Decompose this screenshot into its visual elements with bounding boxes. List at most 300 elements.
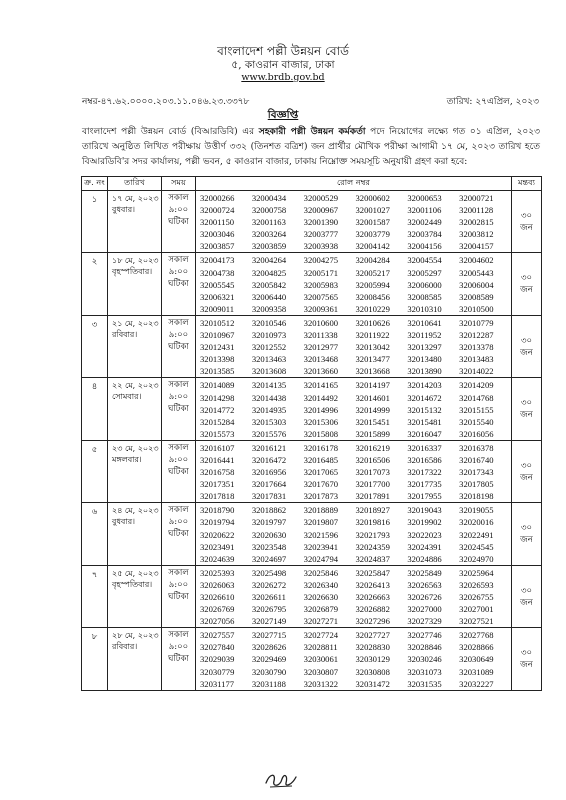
roll-number: 32015540 <box>459 416 494 427</box>
roll-number: 32012552 <box>251 342 287 353</box>
time-cell <box>162 378 196 440</box>
header-date: তারিখ <box>108 177 162 191</box>
time-period: সকাল <box>168 630 189 641</box>
serial-cell <box>82 378 108 440</box>
roll-number: 32006440 <box>251 291 287 302</box>
header-serial: ক্র. নং <box>82 177 108 191</box>
roll-number: 32013468 <box>303 354 339 365</box>
interview-date: ১৭ মে, ২০২৩ <box>112 194 159 203</box>
roll-number: 32030779 <box>200 666 235 677</box>
roll-number: 32031177 <box>200 678 235 689</box>
interview-date: ২৩ মে, ২০২৩ <box>112 443 159 453</box>
time-suffix: ঘটিকা <box>168 404 189 415</box>
letterhead <box>0 44 566 84</box>
roll-number: 32019055 <box>459 505 494 516</box>
roll-number: 32028866 <box>459 642 494 653</box>
organization-name: বাংলাদেশ পল্লী উন্নয়ন বোর্ড <box>217 44 349 58</box>
roll-number: 32010546 <box>251 317 287 328</box>
candidate-unit: জন <box>520 472 533 483</box>
roll-number: 32005217 <box>355 267 390 278</box>
roll-number: 32026630 <box>303 592 339 602</box>
time-period: সকাল <box>168 505 189 516</box>
time-clock: ৯:০০ <box>168 642 189 653</box>
roll-number: 32031322 <box>303 678 339 689</box>
roll-number: 32024837 <box>355 553 390 564</box>
time-cell <box>162 628 196 690</box>
roll-number: 32026563 <box>407 579 442 590</box>
time-cell <box>162 315 196 377</box>
table-row <box>82 191 542 253</box>
roll-number: 32030129 <box>355 654 390 665</box>
interview-date: ১৮ মে, ২০২৩ <box>112 256 159 266</box>
roll-number: 32023491 <box>200 541 235 552</box>
roll-number: 32026755 <box>459 592 494 602</box>
time-clock: ৯:০০ <box>168 329 189 340</box>
roll-number: 32014438 <box>251 392 287 403</box>
interview-date: ২৮ মে, ২০২৩ <box>112 631 159 641</box>
roll-number: 32010310 <box>407 303 442 314</box>
roll-number: 32010512 <box>200 317 235 328</box>
roll-number: 32000266 <box>200 193 235 203</box>
memo-date: তারিখ: ২৭এপ্রিল, ২০২৩ <box>446 97 539 107</box>
roll-number: 32004825 <box>251 267 287 278</box>
interview-day: বুধবার। <box>112 205 135 214</box>
roll-number: 32013660 <box>303 366 339 377</box>
roll-number: 32022491 <box>459 529 494 540</box>
roll-number: 32000724 <box>200 205 235 216</box>
roll-number: 32019797 <box>251 517 287 528</box>
time-clock: ৯:০০ <box>168 579 189 590</box>
roll-number: 32017700 <box>355 479 390 490</box>
roll-number: 32003857 <box>200 241 235 252</box>
time-suffix: ঘটিকা <box>168 341 189 352</box>
roll-number: 32011922 <box>355 330 390 341</box>
roll-number: 32016378 <box>459 442 494 453</box>
roll-cell <box>196 253 512 315</box>
roll-number: 32019902 <box>407 517 442 528</box>
roll-number: 32019043 <box>407 505 442 516</box>
roll-number: 32013378 <box>459 342 494 353</box>
roll-number: 32005443 <box>459 267 494 278</box>
roll-number: 32004275 <box>303 255 339 266</box>
roll-number: 32027271 <box>303 616 339 627</box>
roll-number: 32021793 <box>355 529 390 540</box>
date-cell <box>108 378 162 440</box>
roll-number: 32014996 <box>303 404 339 415</box>
serial-number: ১ <box>91 195 98 205</box>
roll-number: 32007565 <box>303 291 339 302</box>
time-suffix: ঘটিকা <box>168 466 189 477</box>
roll-number: 32013463 <box>251 354 287 365</box>
roll-number: 32000653 <box>407 193 442 203</box>
serial-cell <box>82 503 108 565</box>
header-roll: রোল নম্বর <box>196 177 512 191</box>
remarks-cell <box>512 253 542 315</box>
time-period: সকাল <box>168 255 189 266</box>
roll-number: 32020016 <box>459 517 494 528</box>
roll-number: 32005842 <box>251 279 287 290</box>
roll-number: 32017805 <box>459 479 494 490</box>
candidate-count: ৩০ <box>520 523 533 534</box>
roll-number: 32017955 <box>407 491 442 502</box>
candidate-count: ৩০ <box>520 398 533 409</box>
date-cell <box>108 503 162 565</box>
roll-number: 32006321 <box>200 291 235 302</box>
remarks-cell <box>512 503 542 565</box>
roll-number: 32017351 <box>200 479 235 490</box>
roll-number: 32017073 <box>355 467 390 478</box>
website-link[interactable]: www.brdb.gov.bd <box>241 72 325 83</box>
roll-number: 32026413 <box>355 579 390 590</box>
roll-number: 32014209 <box>459 380 494 391</box>
roll-number: 32013483 <box>459 354 494 365</box>
time-clock: ৯:০০ <box>168 205 189 215</box>
roll-number: 32027724 <box>303 630 339 641</box>
date-cell <box>108 628 162 690</box>
roll-number: 32030790 <box>251 666 287 677</box>
interview-date: ২১ মে, ২০২৩ <box>112 318 159 328</box>
roll-number: 32006004 <box>459 279 494 290</box>
roll-number: 32021596 <box>303 529 339 540</box>
roll-number: 32018889 <box>303 505 339 516</box>
roll-number: 32029039 <box>200 654 235 665</box>
roll-number: 32013297 <box>407 342 442 353</box>
roll-number: 32013585 <box>200 366 235 377</box>
table-row <box>82 565 542 627</box>
roll-number: 32027727 <box>355 630 390 641</box>
notice-body: বাংলাদেশ পল্লী উন্নয়ন বোর্ড (বিআরডিবি) এর সহকারী পল্লী উন্নয়ন কর্মকর্তা পদে নিয়োগের লক্ষ্যে গত ০১ এপ্রিল, ২০২৩ তারিখে অনুষ্ঠিত লিখিত পরীক্ষায় উত্তীর্ণ ৩৩২ (তিনশত বত্রিশ) জন প্রার্থীর মৌখিক পরীক্ষা আগামী ১৭ মে, ২০২৩ তারিখ হতে বিআরডিবি'র সদর কার্যালয়, পল্লী ভবন, ৫ কাওরান বাজার, ঢাকায় নিম্নোক্ত সময়সূচি অনুযায়ী গ্রহণ করা হবে: <box>82 127 540 167</box>
roll-number: 32030807 <box>303 666 339 677</box>
roll-number-grid <box>200 317 511 377</box>
remarks-cell <box>512 378 542 440</box>
time-cell <box>162 253 196 315</box>
roll-number: 32010973 <box>251 330 287 341</box>
roll-number: 32026063 <box>200 579 235 590</box>
roll-number: 32013890 <box>407 366 442 377</box>
roll-number: 32010229 <box>355 303 390 314</box>
roll-number: 32014772 <box>200 404 235 415</box>
time-period: সকাল <box>168 380 189 391</box>
roll-number: 32013668 <box>355 366 390 377</box>
time-cell <box>162 440 196 502</box>
signature-mark <box>262 769 302 791</box>
roll-number: 32024886 <box>407 553 442 564</box>
roll-number: 32015132 <box>407 404 442 415</box>
roll-number: 32026610 <box>200 592 235 602</box>
interview-date: ২৪ মে, ২০২৩ <box>112 506 159 516</box>
roll-number: 32004142 <box>355 241 390 252</box>
candidate-unit: জন <box>520 660 533 671</box>
roll-number: 32017891 <box>355 491 390 502</box>
roll-cell <box>196 440 512 502</box>
table-row <box>82 253 542 315</box>
roll-number: 32026882 <box>355 604 390 615</box>
remarks-cell <box>512 565 542 627</box>
roll-number: 32012977 <box>303 342 339 353</box>
roll-number-grid <box>200 442 511 502</box>
roll-number: 32004173 <box>200 255 235 266</box>
roll-number: 32024794 <box>303 553 339 564</box>
time-clock: ৯:০০ <box>168 454 189 465</box>
roll-number: 32017322 <box>407 467 442 478</box>
roll-number: 32017343 <box>459 467 494 478</box>
roll-cell <box>196 565 512 627</box>
roll-number: 32004156 <box>407 241 442 252</box>
roll-number: 32027000 <box>407 604 442 615</box>
roll-number: 32030808 <box>355 666 390 677</box>
roll-number: 32015576 <box>251 428 287 439</box>
memo-number: নম্বর-৪৭.৬২.০০০০.২০৩.১১.০৪৬.২৩.৩৩৭৮ <box>82 97 250 107</box>
roll-number-grid <box>200 567 511 627</box>
date-cell <box>108 315 162 377</box>
roll-number: 32000758 <box>251 205 287 216</box>
roll-number: 32013608 <box>251 366 287 377</box>
remarks-cell <box>512 440 542 502</box>
roll-number: 32024359 <box>355 541 390 552</box>
roll-number: 32017831 <box>251 491 287 502</box>
roll-number: 32004157 <box>459 241 494 252</box>
candidate-unit: জন <box>520 347 533 358</box>
roll-number: 32004602 <box>459 255 494 266</box>
roll-number: 32008589 <box>459 291 494 302</box>
interview-day: বৃহস্পতিবার। <box>112 267 153 277</box>
time-period: সকাল <box>168 567 189 578</box>
roll-number: 32031472 <box>355 678 390 689</box>
roll-number: 32000434 <box>251 193 287 203</box>
roll-number: 32000967 <box>303 205 339 216</box>
remarks-cell <box>512 628 542 690</box>
roll-number: 32023941 <box>303 541 339 552</box>
roll-number: 32016758 <box>200 467 235 478</box>
time-suffix: ঘটিকা <box>168 654 189 665</box>
candidate-unit: জন <box>520 535 533 546</box>
roll-number: 32016107 <box>200 442 235 453</box>
roll-number: 32014492 <box>303 392 339 403</box>
roll-number: 32032227 <box>459 678 494 689</box>
roll-number: 32010626 <box>355 317 390 328</box>
interview-day: বৃহস্পতিবার। <box>112 579 153 589</box>
header-time: সময় <box>162 177 196 191</box>
time-clock: ৯:০০ <box>168 392 189 403</box>
roll-number: 32028626 <box>251 642 287 653</box>
roll-number: 32014197 <box>355 380 390 391</box>
roll-number: 32026769 <box>200 604 235 615</box>
roll-number: 32018790 <box>200 505 235 516</box>
roll-number: 32027840 <box>200 642 235 653</box>
roll-number: 32027296 <box>355 616 390 627</box>
roll-number: 32014601 <box>355 392 390 403</box>
roll-number: 32016956 <box>251 467 287 478</box>
roll-number: 32014089 <box>200 380 235 391</box>
roll-number: 32026340 <box>303 579 339 590</box>
time-period: সকাল <box>168 317 189 328</box>
remarks-cell <box>512 191 542 253</box>
roll-number: 32009361 <box>303 303 339 314</box>
roll-number: 32014672 <box>407 392 442 403</box>
serial-number: ৫ <box>91 444 98 455</box>
roll-number: 32003777 <box>303 229 339 240</box>
roll-number: 32019816 <box>355 517 390 528</box>
time-clock: ৯:০০ <box>168 267 189 278</box>
roll-number: 32015451 <box>355 416 390 427</box>
roll-number: 32013398 <box>200 354 235 365</box>
roll-number: 32026272 <box>251 579 287 590</box>
roll-number: 32003859 <box>251 241 287 252</box>
table-row <box>82 315 542 377</box>
roll-number: 32022023 <box>407 529 442 540</box>
roll-number: 32026795 <box>251 604 287 615</box>
interview-day: মঙ্গলবার। <box>112 454 142 464</box>
roll-number: 32004554 <box>407 255 442 266</box>
time-suffix: ঘটিকা <box>168 217 189 227</box>
candidate-unit: জন <box>520 222 533 233</box>
roll-number: 32016121 <box>251 442 287 453</box>
roll-number: 32016219 <box>355 442 390 453</box>
roll-number: 32013480 <box>407 354 442 365</box>
roll-number: 32005297 <box>407 267 442 278</box>
time-cell <box>162 191 196 253</box>
roll-number: 32010500 <box>459 303 494 314</box>
date-cell <box>108 565 162 627</box>
roll-number: 32027521 <box>459 616 494 627</box>
roll-number: 32015808 <box>303 428 339 439</box>
roll-number: 32004264 <box>251 255 287 266</box>
roll-number: 32017735 <box>407 479 442 490</box>
roll-number: 32024391 <box>407 541 442 552</box>
roll-number: 32016056 <box>459 428 494 439</box>
roll-number: 32006000 <box>407 279 442 290</box>
date-cell <box>108 440 162 502</box>
roll-number: 32026593 <box>459 579 494 590</box>
roll-number: 32000721 <box>459 193 494 203</box>
serial-number: ৭ <box>91 569 98 580</box>
roll-number: 32019794 <box>200 517 235 528</box>
roll-number: 32026663 <box>355 592 390 602</box>
roll-number: 32018927 <box>355 505 390 516</box>
roll-number: 32024697 <box>251 553 287 564</box>
roll-number: 32016586 <box>407 454 442 465</box>
roll-number: 32001163 <box>251 217 286 228</box>
roll-number: 32016472 <box>251 454 287 465</box>
roll-number: 32013477 <box>355 354 390 365</box>
remarks-cell <box>512 315 542 377</box>
roll-number: 32015284 <box>200 416 235 427</box>
candidate-unit: জন <box>520 285 533 296</box>
roll-number: 32027715 <box>251 630 287 641</box>
roll-number: 32020622 <box>200 529 235 540</box>
roll-number: 32004284 <box>355 255 390 266</box>
roll-number: 32025849 <box>407 567 442 578</box>
time-suffix: ঘটিকা <box>168 591 189 602</box>
roll-number: 32000602 <box>355 193 390 203</box>
roll-number: 32014135 <box>251 380 287 391</box>
serial-cell <box>82 565 108 627</box>
candidate-count: ৩০ <box>520 585 533 596</box>
roll-number: 32031073 <box>407 666 442 677</box>
time-suffix: ঘটিকা <box>168 529 189 540</box>
time-period: সকাল <box>168 193 189 203</box>
roll-number: 32026726 <box>407 592 442 602</box>
roll-number: 32027329 <box>407 616 442 627</box>
roll-number: 32010967 <box>200 330 235 341</box>
roll-number: 32003779 <box>355 229 390 240</box>
roll-number: 32001150 <box>200 217 235 228</box>
time-period: সকাল <box>168 442 189 453</box>
date-cell <box>108 253 162 315</box>
header-remarks: মন্তব্য <box>512 177 542 191</box>
roll-number: 32014768 <box>459 392 494 403</box>
roll-number: 32030061 <box>303 654 339 665</box>
roll-number: 32017670 <box>303 479 339 490</box>
roll-number: 32024545 <box>459 541 494 552</box>
roll-number: 32001128 <box>459 205 494 216</box>
serial-number: ২ <box>91 257 98 268</box>
roll-number: 32027768 <box>459 630 494 641</box>
roll-number: 32002449 <box>407 217 442 228</box>
roll-number: 32016047 <box>407 428 442 439</box>
roll-cell <box>196 628 512 690</box>
candidate-unit: জন <box>520 410 533 421</box>
roll-number: 32012431 <box>200 342 235 353</box>
roll-number: 32004738 <box>200 267 235 278</box>
interview-schedule-table <box>81 176 542 691</box>
table-header-row <box>82 177 542 191</box>
roll-number: 32014935 <box>251 404 287 415</box>
roll-number: 32010779 <box>459 317 494 328</box>
roll-number: 32003812 <box>459 229 494 240</box>
interview-day: রবিবার। <box>112 329 138 339</box>
roll-number: 32027056 <box>200 616 235 627</box>
roll-number: 32009358 <box>251 303 287 314</box>
serial-cell <box>82 191 108 253</box>
roll-number: 32030246 <box>407 654 442 665</box>
candidate-count: ৩০ <box>520 335 533 346</box>
roll-number: 32012287 <box>459 330 494 341</box>
roll-number: 32015303 <box>251 416 287 427</box>
roll-number-grid <box>200 504 511 564</box>
roll-number: 32024639 <box>200 553 235 564</box>
organization-address: ৫, কাওরান বাজার, ঢাকা <box>231 59 335 71</box>
roll-number: 32003784 <box>407 229 442 240</box>
roll-cell <box>196 191 512 253</box>
roll-number: 32015481 <box>407 416 442 427</box>
roll-number: 32016178 <box>303 442 339 453</box>
serial-number: ৬ <box>91 507 98 518</box>
roll-cell <box>196 503 512 565</box>
serial-cell <box>82 315 108 377</box>
roll-number: 32028846 <box>407 642 442 653</box>
roll-number: 32018862 <box>251 505 287 516</box>
serial-number: ৪ <box>91 382 98 393</box>
roll-number: 32029469 <box>251 654 287 665</box>
interview-day: রবিবার। <box>112 642 138 652</box>
interview-day: সোমবার। <box>112 392 142 402</box>
roll-number: 32011952 <box>407 330 442 341</box>
roll-number: 32031089 <box>459 666 494 677</box>
roll-number: 32017873 <box>303 491 339 502</box>
time-cell <box>162 565 196 627</box>
serial-cell <box>82 628 108 690</box>
roll-number-grid <box>200 254 511 314</box>
roll-number: 32025846 <box>303 567 339 578</box>
roll-number: 32005994 <box>355 279 390 290</box>
roll-number: 32016337 <box>407 442 442 453</box>
roll-number: 32010641 <box>407 317 442 328</box>
roll-number: 32017818 <box>200 491 235 502</box>
table-row <box>82 628 542 690</box>
candidate-count: ৩০ <box>520 648 533 659</box>
post-name: সহকারী পল্লী উন্নয়ন কর্মকর্তা <box>258 127 366 137</box>
